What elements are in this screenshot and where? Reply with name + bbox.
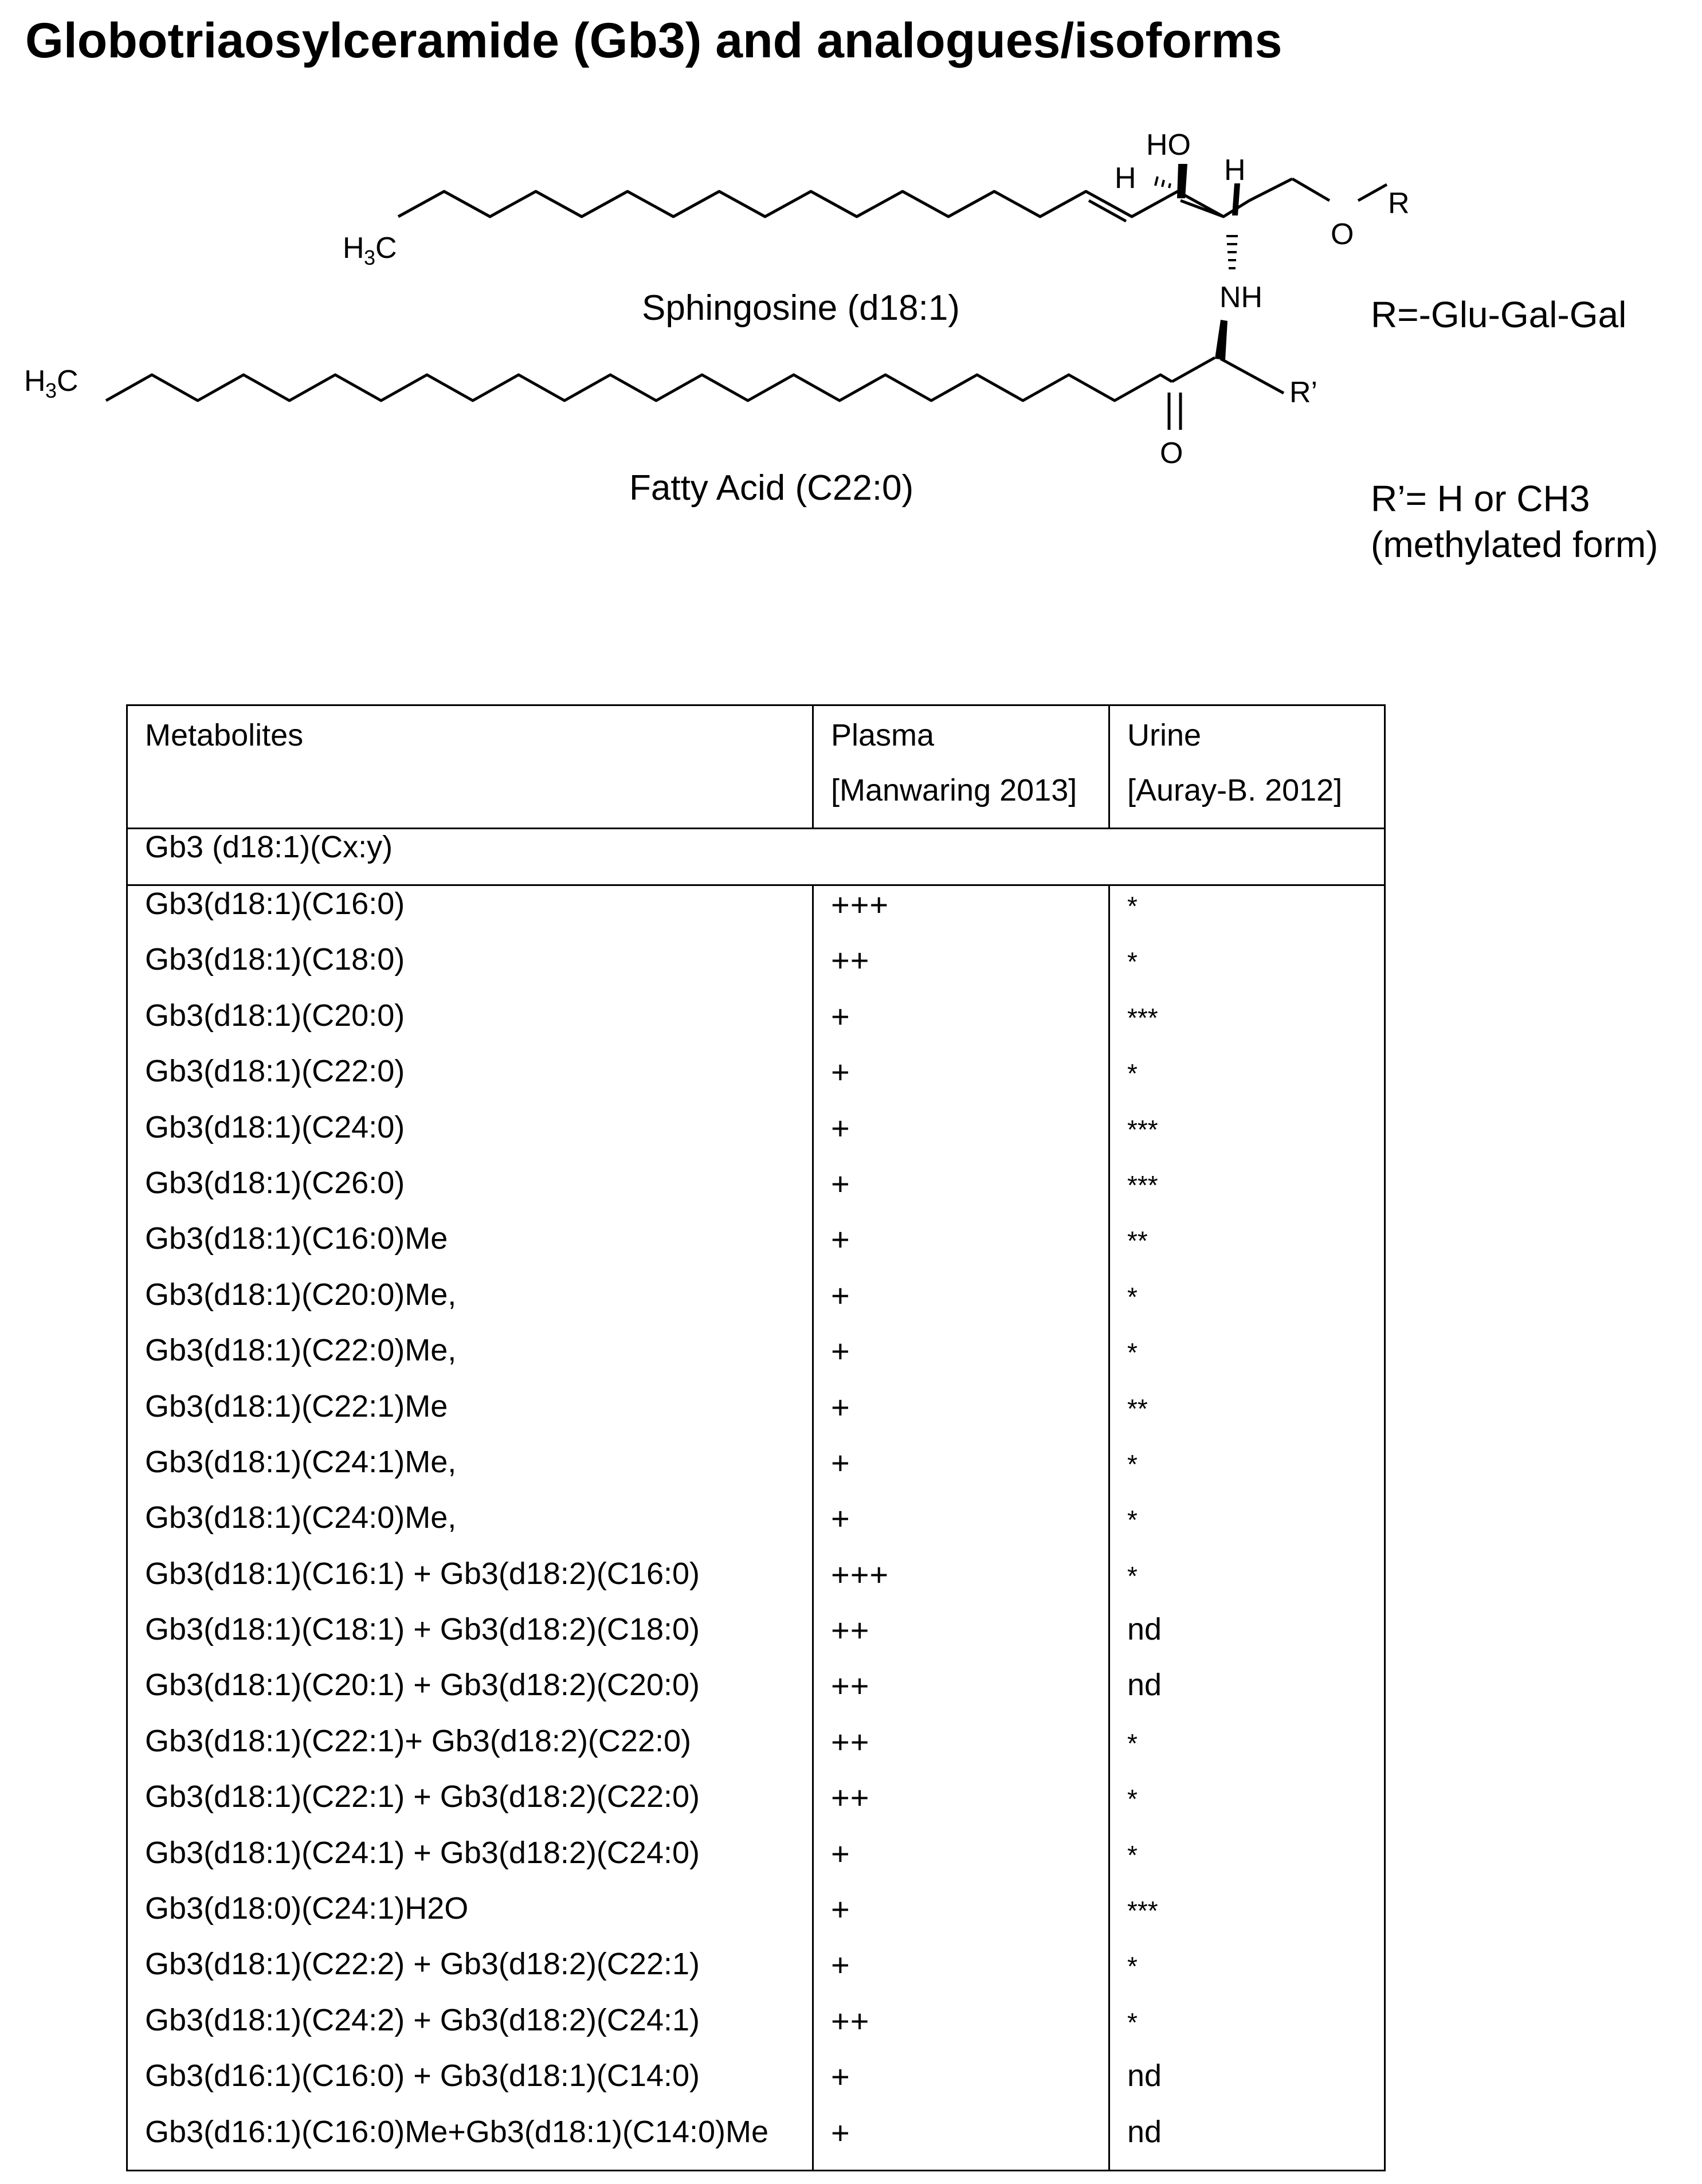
r-prime-definition-line2: (methylated form) [1371, 524, 1658, 565]
metabolites-table-container [126, 704, 1386, 2171]
urine-cell [1109, 1444, 1385, 1500]
h3c-upper-c: C [375, 232, 397, 265]
atom-nh: NH [1219, 281, 1263, 314]
chemical-structure [0, 103, 1702, 619]
c3-bond [1181, 201, 1223, 217]
plasma-cell: + [813, 1109, 1109, 1165]
metabolite-cell: Gb3(d18:1)(C24:0)Me, [127, 1500, 813, 1555]
urine-cell [1109, 1946, 1385, 2002]
plasma-cell: + [813, 1835, 1109, 1891]
hashed-bond-nh [1226, 236, 1238, 268]
header-urine: Urine [1109, 705, 1385, 773]
metabolite-cell: Gb3(d18:1)(C22:1) + Gb3(d18:2)(C22:0) [127, 1779, 813, 1834]
table-row [127, 1556, 1385, 1611]
header-metabolites-blank [127, 773, 813, 829]
urine-cell [1109, 1165, 1385, 1221]
urine-cell: nd [1109, 2058, 1385, 2114]
o-to-r [1358, 185, 1387, 201]
sphingosine-chain [398, 191, 1249, 217]
urine-cell: nd [1109, 2114, 1385, 2171]
ch2-to-o [1292, 179, 1330, 201]
table-body [127, 885, 1385, 2171]
table-row [127, 1891, 1385, 1946]
metabolite-cell: Gb3(d18:1)(C22:0)Me, [127, 1332, 813, 1388]
metabolite-cell: Gb3(d18:0)(C24:1)H2O [127, 1891, 813, 1946]
urine-cell [1109, 942, 1385, 997]
plasma-cell: + [813, 2058, 1109, 2114]
plasma-cell: ++ [813, 1667, 1109, 1723]
urine-cell [1109, 1891, 1385, 1946]
metabolite-cell: Gb3(d18:1)(C18:1) + Gb3(d18:2)(C18:0) [127, 1611, 813, 1667]
group-row [127, 829, 1385, 885]
urine-stars: ** [1127, 1226, 1148, 1256]
metabolite-cell: Gb3(d18:1)(C20:0) [127, 998, 813, 1053]
urine-cell [1109, 1053, 1385, 1109]
urine-cell [1109, 1389, 1385, 1444]
atom-r-prime: R’ [1289, 376, 1318, 409]
h3c-lower-h: H [24, 364, 46, 398]
h3c-lower-c: C [57, 364, 79, 398]
wedge-bond-h-right [1232, 183, 1240, 215]
urine-stars: * [1127, 1840, 1138, 1870]
urine-stars: *** [1127, 1896, 1158, 1926]
plasma-cell: ++ [813, 942, 1109, 997]
table-row [127, 1779, 1385, 1834]
header-row-2 [127, 773, 1385, 829]
metabolite-cell: Gb3(d18:1)(C24:0) [127, 1109, 813, 1165]
table-row [127, 1946, 1385, 2002]
metabolite-cell: Gb3(d18:1)(C18:0) [127, 942, 813, 997]
table-row [127, 1332, 1385, 1388]
table-row [127, 1835, 1385, 1891]
urine-cell [1109, 1835, 1385, 1891]
urine-stars: ** [1127, 1393, 1148, 1424]
urine-stars: * [1127, 1728, 1138, 1758]
header-plasma: Plasma [813, 705, 1109, 773]
urine-stars: * [1127, 1449, 1138, 1479]
urine-stars: * [1127, 947, 1138, 977]
plasma-cell: + [813, 1221, 1109, 1276]
metabolite-cell: Gb3(d18:1)(C24:1)Me, [127, 1444, 813, 1500]
table-row [127, 2002, 1385, 2058]
urine-cell: nd [1109, 1667, 1385, 1723]
table-row [127, 1500, 1385, 1555]
metabolite-cell: Gb3(d18:1)(C22:1)+ Gb3(d18:2)(C22:0) [127, 1723, 813, 1779]
atom-o-carbonyl: O [1160, 437, 1183, 470]
plasma-cell: + [813, 1165, 1109, 1221]
fatty-acid-chain [106, 375, 1172, 401]
h3c-lower-sub: 3 [45, 379, 57, 402]
plasma-cell: + [813, 1891, 1109, 1946]
metabolite-cell: Gb3(d18:1)(C24:2) + Gb3(d18:2)(C24:1) [127, 2002, 813, 2058]
urine-stars: * [1127, 1784, 1138, 1814]
plasma-cell: +++ [813, 1556, 1109, 1611]
metabolite-cell: Gb3(d16:1)(C16:0)Me+Gb3(d18:1)(C14:0)Me [127, 2114, 813, 2171]
plasma-cell: + [813, 998, 1109, 1053]
metabolite-cell: Gb3(d18:1)(C22:1)Me [127, 1389, 813, 1444]
table-row [127, 1053, 1385, 1109]
urine-stars: *** [1127, 1114, 1158, 1144]
table-row [127, 998, 1385, 1053]
r-prime-definition-line1: R’= H or CH3 [1371, 478, 1590, 519]
atom-o-ether: O [1331, 218, 1354, 251]
header-plasma-source: [Manwaring 2013] [813, 773, 1109, 829]
urine-stars: * [1127, 1338, 1138, 1368]
table-row [127, 885, 1385, 942]
header-metabolites: Metabolites [127, 705, 813, 773]
urine-cell [1109, 1332, 1385, 1388]
metabolite-cell: Gb3(d18:1)(C20:1) + Gb3(d18:2)(C20:0) [127, 1667, 813, 1723]
metabolites-table [126, 704, 1386, 2171]
urine-cell [1109, 1779, 1385, 1834]
table-row [127, 1389, 1385, 1444]
urine-stars: * [1127, 1281, 1138, 1312]
table-row [127, 2058, 1385, 2114]
urine-stars: *** [1127, 1170, 1158, 1200]
plasma-cell: ++ [813, 2002, 1109, 2058]
metabolite-cell: Gb3(d16:1)(C16:0) + Gb3(d18:1)(C14:0) [127, 2058, 813, 2114]
alpha-to-rprime [1221, 359, 1284, 393]
hashed-bond-h-left [1155, 177, 1170, 188]
metabolite-cell: Gb3(d18:1)(C22:2) + Gb3(d18:2)(C22:1) [127, 1946, 813, 2002]
metabolite-cell: Gb3(d18:1)(C20:0)Me, [127, 1277, 813, 1332]
atom-r: R [1388, 187, 1410, 220]
c2-to-ch2 [1249, 179, 1292, 201]
table-row [127, 942, 1385, 997]
table-row [127, 1221, 1385, 1276]
urine-stars: * [1127, 2007, 1138, 2037]
urine-stars: * [1127, 1505, 1138, 1535]
plasma-cell: + [813, 1444, 1109, 1500]
table-row [127, 1277, 1385, 1332]
plasma-cell: ++ [813, 1723, 1109, 1779]
sphingosine-label: Sphingosine (d18:1) [642, 288, 960, 328]
plasma-cell: ++ [813, 1611, 1109, 1667]
metabolite-cell: Gb3(d18:1)(C16:0) [127, 885, 813, 942]
wedge-bond-ho [1177, 164, 1187, 198]
plasma-cell: + [813, 1389, 1109, 1444]
atom-h-right: H [1224, 154, 1246, 187]
urine-cell [1109, 1277, 1385, 1332]
wedge-bond-nh [1215, 320, 1228, 360]
page-title: Globotriaosylceramide (Gb3) and analogues/isoforms [25, 13, 1283, 68]
table-row [127, 1109, 1385, 1165]
plasma-cell: + [813, 1277, 1109, 1332]
metabolite-cell: Gb3(d18:1)(C24:1) + Gb3(d18:2)(C24:0) [127, 1835, 813, 1891]
plasma-cell: + [813, 1500, 1109, 1555]
plasma-cell: + [813, 1332, 1109, 1388]
table-row [127, 2114, 1385, 2171]
metabolite-cell: Gb3(d18:1)(C26:0) [127, 1165, 813, 1221]
plasma-cell: + [813, 1053, 1109, 1109]
atom-ho: HO [1146, 128, 1191, 162]
carbonyl-bond [1172, 358, 1215, 382]
plasma-cell: + [813, 1946, 1109, 2002]
urine-cell [1109, 1723, 1385, 1779]
urine-cell [1109, 1109, 1385, 1165]
metabolite-cell: Gb3(d18:1)(C22:0) [127, 1053, 813, 1109]
metabolite-cell: Gb3(d18:1)(C16:0)Me [127, 1221, 813, 1276]
urine-cell [1109, 1500, 1385, 1555]
r-definition: R=-Glu-Gal-Gal [1371, 294, 1627, 335]
urine-cell: nd [1109, 1611, 1385, 1667]
header-urine-source: [Auray-B. 2012] [1109, 773, 1385, 829]
group-label: Gb3 (d18:1)(Cx:y) [127, 829, 1385, 885]
table-row [127, 1611, 1385, 1667]
table-row [127, 1667, 1385, 1723]
urine-cell [1109, 1556, 1385, 1611]
urine-stars: * [1127, 1058, 1138, 1089]
fatty-acid-label: Fatty Acid (C22:0) [629, 468, 914, 508]
h3c-upper-h: H [343, 232, 364, 265]
urine-stars: *** [1127, 1002, 1158, 1033]
urine-stars: * [1127, 1560, 1138, 1591]
urine-stars: * [1127, 891, 1138, 921]
urine-cell [1109, 2002, 1385, 2058]
urine-cell [1109, 885, 1385, 942]
plasma-cell: +++ [813, 885, 1109, 942]
table-row [127, 1723, 1385, 1779]
urine-stars: * [1127, 1951, 1138, 1982]
h3c-upper-sub: 3 [364, 246, 376, 269]
metabolite-cell: Gb3(d18:1)(C16:1) + Gb3(d18:2)(C16:0) [127, 1556, 813, 1611]
plasma-cell: + [813, 2114, 1109, 2171]
table-row [127, 1165, 1385, 1221]
plasma-cell: ++ [813, 1779, 1109, 1834]
urine-cell [1109, 1221, 1385, 1276]
table-row [127, 1444, 1385, 1500]
atom-h-left: H [1115, 162, 1136, 195]
urine-cell [1109, 998, 1385, 1053]
header-row-1 [127, 705, 1385, 773]
